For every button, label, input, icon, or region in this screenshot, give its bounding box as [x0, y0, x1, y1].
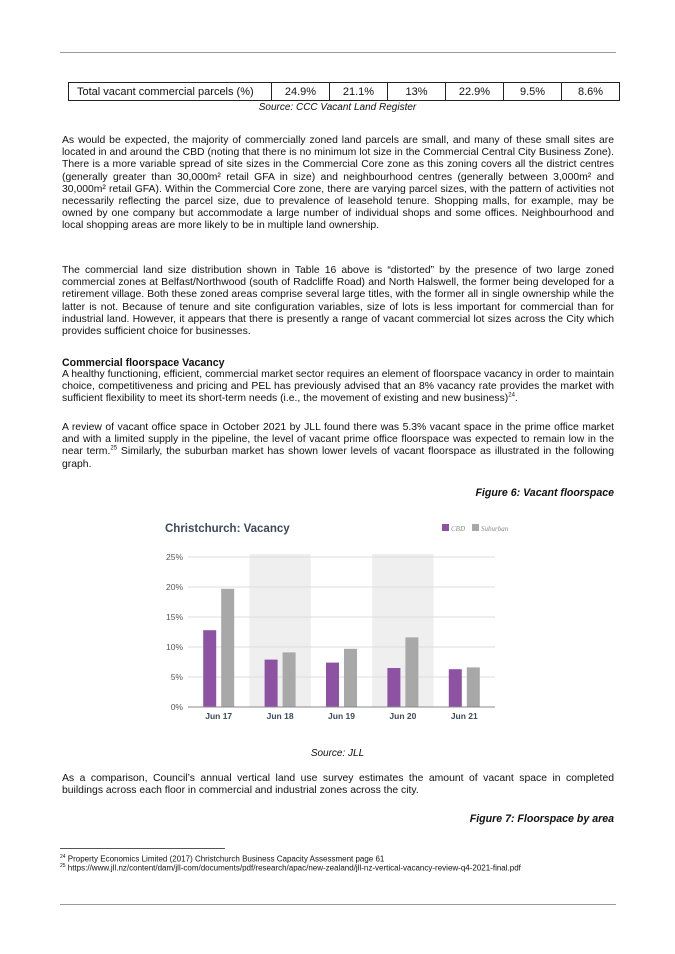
bar-cbd [203, 630, 216, 707]
table-cell: 24.9% [272, 83, 330, 101]
footnote-link[interactable]: https://www.jll.nz/content/dam/jll-com/documents/pdf/research/apac/new-zealand/jll-nz-vertical-vacancy-review-q4-2021-final.pdf [65, 863, 521, 873]
paragraph-text: A healthy functioning, efficient, commercial market sector requires an element of floorspace vacancy in order to maintain choice, competitiveness and pricing and PEL has previously advised that an 8% vacancy rate provides the market with sufficient flexibility to meet its short-term needs (i.e., the movement of existing and new business) [62, 369, 614, 405]
footnote-text: Property Economics Limited (2017) Christchurch Business Capacity Assessment page 61 [65, 854, 385, 864]
table-cell: 13% [388, 83, 446, 101]
table-cell: 21.1% [330, 83, 388, 101]
table-cell: 8.6% [562, 83, 620, 101]
bar-suburban [467, 667, 480, 707]
table-source: Source: CCC Vacant Land Register [258, 102, 417, 113]
x-tick-label: Jun 21 [450, 711, 478, 721]
footer-rule [60, 904, 616, 905]
paragraph-text: . [514, 393, 518, 405]
y-tick-label: 0% [170, 702, 183, 712]
chart-band [249, 554, 310, 707]
legend-label-suburban: Suburban [481, 525, 509, 533]
legend-label-cbd: CBD [451, 525, 465, 533]
chart-y-axis [166, 552, 183, 712]
bar-suburban [405, 637, 418, 707]
x-tick-label: Jun 19 [328, 711, 355, 721]
x-tick-label: Jun 17 [205, 711, 233, 721]
chart-legend [442, 524, 509, 533]
section-heading: Commercial floorspace Vacancy [62, 357, 225, 369]
y-tick-label: 25% [165, 552, 183, 562]
chart-x-axis [188, 707, 495, 721]
y-tick-label: 15% [165, 612, 183, 622]
footnote-number: 25 [60, 863, 66, 869]
figure-7-caption: Figure 7: Floorspace by area [469, 813, 614, 825]
bar-suburban [283, 652, 296, 707]
paragraph-land-distribution: The commercial land size distribution shown in Table 16 above is “distorted” by the presence of two large zoned commercial zones at Belfast/Northwood (south of Radcliffe Road) and North Halswell, the former being developed for a retirement village. Both these zoned areas comprise several large titles, with the former all in single ownership while the latter is not. Because of tenure and site configuration variables, size of lots is less important for commercial than for industrial land. However, it appears that there is presently a range of vacant commercial lot sizes across the City which provides sufficient choice for businesses. [62, 265, 614, 338]
x-tick-label: Jun 18 [266, 711, 294, 721]
chart-source: Source: JLL [310, 748, 365, 759]
footnote-rule [60, 848, 225, 849]
bar-cbd [326, 663, 339, 707]
vacant-parcels-table [68, 82, 620, 101]
bar-cbd [265, 660, 278, 707]
table-cell: 9.5% [504, 83, 562, 101]
paragraph-vacancy-rate [62, 369, 614, 406]
footnote-ref-25[interactable]: 25 [110, 445, 118, 452]
y-tick-label: 10% [165, 642, 183, 652]
bar-cbd [387, 668, 400, 707]
footnote-25 [60, 862, 521, 873]
table-row-label: Total vacant commercial parcels (%) [69, 83, 272, 101]
table-cell: 22.9% [446, 83, 504, 101]
footnote-ref-24[interactable]: 24 [508, 392, 515, 399]
vacancy-bar-chart [155, 512, 525, 722]
paragraph-site-sizes: As would be expected, the majority of commercially zoned land parcels are small, and many of these small sites are located in and around the CBD (noting that there is no minimum lot size in the Commercial Central City Business Zone). There is a more variable spread of site sizes in the Commercial Core zone as this zoning covers all the district centres (generally greater than 30,000m² retail GFA in size) and neighbourhood centres (generally between 3,000m² and 30,000m² retail GFA). Within the Commercial Core zone, there are varying parcel sizes, with the pattern of activities not necessarily reflecting the parcel size, due to prevalence of leasehold tenure. Shopping malls, for example, may be owned by one company but accommodate a large number of individual shops and some offices. Neighbourhood and local shopping areas are more likely to be in multiple land ownership. [62, 135, 614, 232]
footnote-number: 24 [60, 854, 66, 860]
y-tick-label: 5% [170, 672, 183, 682]
bar-cbd [449, 669, 462, 707]
bar-suburban [344, 649, 357, 707]
chart-title: Christchurch: Vacancy [165, 523, 290, 535]
legend-swatch-suburban [472, 524, 479, 531]
paragraph-comparison: As a comparison, Council’s annual vertical land use survey estimates the amount of vacant space in completed buildings across each floor in commercial and industrial zones across the city. [62, 773, 614, 797]
paragraph-jll-review [62, 422, 614, 471]
paragraph-text: A review of vacant office space in October 2021 by JLL found there was 5.3% vacant space in the prime office market and with a limited supply in the pipeline, the level of vacant prime office floorspace was expected to remain low in the near term. [62, 422, 614, 458]
paragraph-text: Similarly, the suburban market has shown lower levels of vacant floorspace as illustrated in the following graph. [62, 446, 614, 470]
bar-suburban [221, 589, 234, 707]
chart-bars [203, 589, 480, 707]
header-rule [60, 52, 616, 53]
figure-6-caption: Figure 6: Vacant floorspace [475, 487, 614, 499]
table-row [69, 83, 620, 101]
chart-band [372, 554, 433, 707]
y-tick-label: 20% [165, 582, 183, 592]
x-tick-label: Jun 20 [389, 711, 417, 721]
legend-swatch-cbd [442, 524, 449, 531]
